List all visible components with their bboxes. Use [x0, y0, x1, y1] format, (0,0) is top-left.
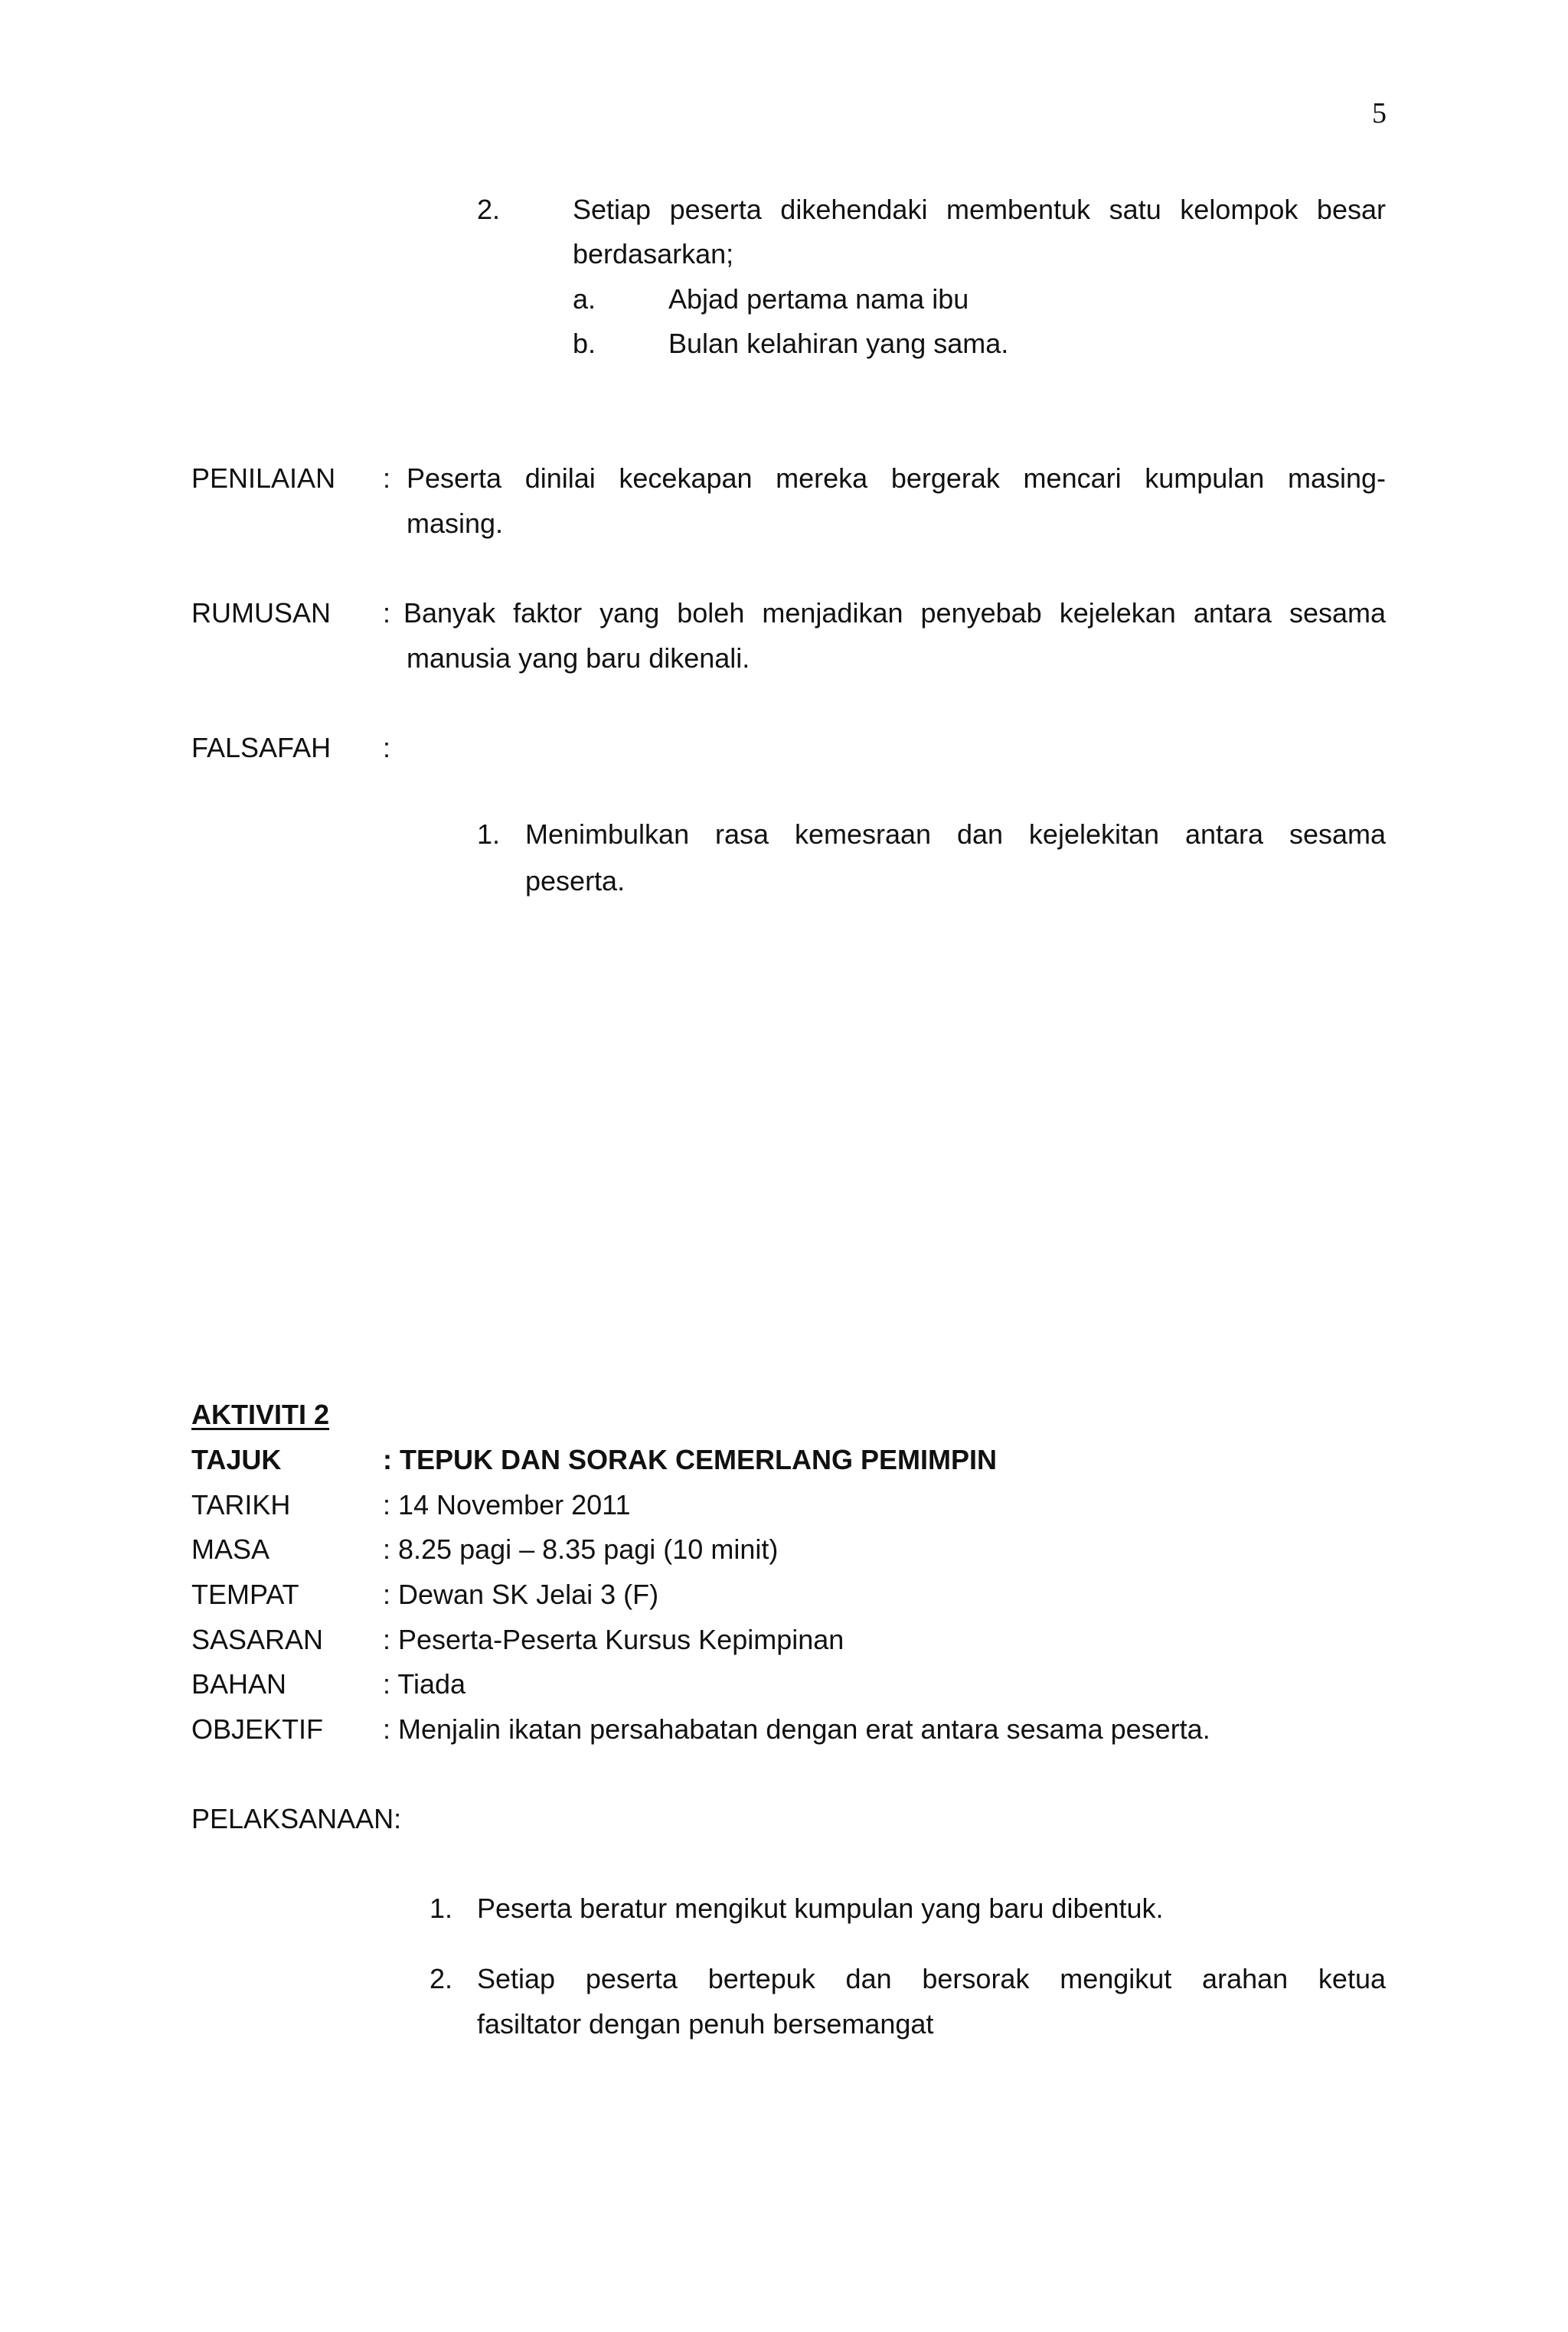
colon: : — [383, 732, 391, 763]
activity-heading: AKTIVITI 2 — [191, 1399, 330, 1430]
field-value-tajuk: : TEPUK DAN SORAK CEMERLANG PEMIMPIN — [383, 1444, 998, 1475]
step-number: 1. — [430, 1893, 453, 1924]
colon: : — [383, 462, 391, 494]
penilaian-text: masing. — [407, 508, 504, 539]
step-text: Peserta beratur mengikut kumpulan yang baru dibentuk. — [477, 1893, 1164, 1924]
field-label-objektif: OBJEKTIF — [191, 1713, 324, 1745]
pelaksanaan-label: PELAKSANAAN: — [191, 1803, 402, 1834]
step-text: fasiltator dengan penuh bersemangat — [477, 2008, 934, 2040]
field-label-masa: MASA — [191, 1533, 270, 1565]
page-number: 5 — [1372, 97, 1387, 129]
list-number: 2. — [477, 194, 501, 225]
field-value-sasaran: : Peserta-Peserta Kursus Kepimpinan — [383, 1624, 844, 1655]
field-value-bahan: : Tiada — [383, 1668, 466, 1700]
falsafah-label: FALSAFAH — [191, 732, 332, 763]
step-number: 2. — [430, 1963, 453, 1994]
rumusan-label: RUMUSAN — [191, 597, 332, 629]
list-item-text: Setiap peserta dikehendaki membentuk satu kelompok besar — [573, 194, 1386, 225]
step-text: Setiap peserta bertepuk dan bersorak mengikut arahan ketua — [477, 1963, 1386, 1994]
colon: : — [383, 597, 391, 629]
sub-item-letter: b. — [573, 328, 596, 359]
field-label-tarikh: TARIKH — [191, 1489, 291, 1520]
falsafah-text: Menimbulkan rasa kemesraan dan kejelekitan antara sesama — [525, 818, 1386, 850]
field-label-bahan: BAHAN — [191, 1668, 287, 1700]
sub-item-text: Bulan kelahiran yang sama. — [668, 328, 1009, 359]
field-label-tajuk: TAJUK — [191, 1444, 282, 1475]
list-item-text: berdasarkan; — [573, 238, 734, 269]
rumusan-text: Banyak faktor yang boleh menjadikan penyebab kejelekan antara sesama — [403, 597, 1386, 629]
field-value-objektif: : Menjalin ikatan persahabatan dengan erat antara sesama peserta. — [383, 1713, 1210, 1745]
field-value-tarikh: : 14 November 2011 — [383, 1489, 631, 1520]
field-value-masa: : 8.25 pagi – 8.35 pagi (10 minit) — [383, 1533, 779, 1565]
field-label-tempat: TEMPAT — [191, 1579, 299, 1610]
sub-item-letter: a. — [573, 283, 596, 315]
penilaian-label: PENILAIAN — [191, 462, 336, 494]
rumusan-text: manusia yang baru dikenali. — [407, 642, 750, 674]
falsafah-text: peserta. — [525, 865, 626, 897]
field-label-sasaran: SASARAN — [191, 1624, 324, 1655]
penilaian-text: Peserta dinilai kecekapan mereka bergerak mencari kumpulan masing- — [407, 462, 1386, 494]
field-value-tempat: : Dewan SK Jelai 3 (F) — [383, 1579, 659, 1610]
sub-item-text: Abjad pertama nama ibu — [668, 283, 969, 315]
list-number: 1. — [477, 818, 501, 850]
